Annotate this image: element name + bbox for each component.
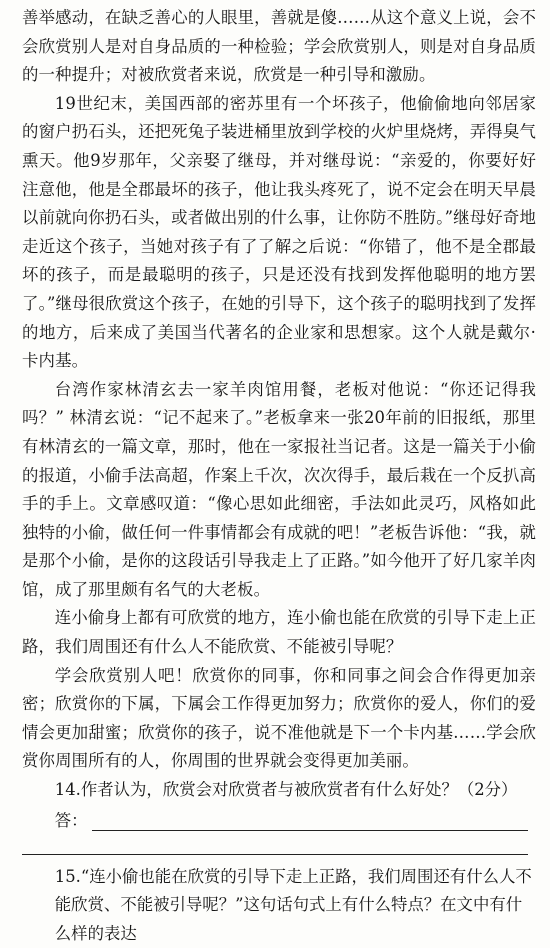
answer-line-2[interactable] <box>22 853 528 855</box>
passage-paragraph-3: 台湾作家林清玄去一家羊肉馆用餐，老板对他说：“你还记得我吗？” 林清玄说：“记不起来了。”老板拿来一张20年前的旧报纸，那里有林清玄的一篇文章，那时，他在一家报社当记者。这是一篇关于小偷的报道，小偷手法高超，作案上千次，次次得手，最后栽在一个反扒高手的手上。文章感叹道：“像心思如此细密，手法如此灵巧，风格如此独特的小偷，做任何一件事情都会有成就的吧！”老板告诉他：“我，就是那个小偷，是你的这段话引导我走上了正路。”如今他开了好几家羊肉馆，成了那里颇有名气的大老板。 <box>22 379 536 599</box>
answer-line[interactable] <box>92 816 528 831</box>
passage-paragraph-2: 19世纪末，美国西部的密苏里有一个坏孩子，他偷偷地向邻居家的窗户扔石头，还把死兔子装进桶里放到学校的火炉里烧烤，弄得臭气熏天。他9岁那年，父亲娶了继母，并对继母说：“亲爱的，你要好好注意他，他是全郡最坏的孩子，他让我头疼死了，说不定会在明天早晨以前就向你扔石头，或者做出别的什么事，让你防不胜防。”继母好奇地走近这个孩子，当她对孩子有了了解之后说：“你错了，他不是全郡最坏的孩子，而是最聪明的孩子，只是还没有找到发挥他聪明的地方罢了。”继母很欣赏这个孩子，在她的引导下，这个孩子的聪明找到了发挥的地方，后来成了美国当代著名的企业家和思想家。这个人就是戴尔·卡内基。 <box>22 93 536 371</box>
answer-label: 答： <box>54 810 88 830</box>
answer-row-14 <box>22 805 536 831</box>
passage-paragraph-1: 善举感动，在缺乏善心的人眼里，善就是傻……从这个意义上说，会不会欣赏别人是对自身品质的一种检验；学会欣赏别人，则是对自身品质的一种提升；对被欣赏者来说，欣赏是一种引导和激励。 <box>22 8 536 85</box>
passage-paragraph-5: 学会欣赏别人吧！欣赏你的同事，你和同事之间会合作得更加亲密；欣赏你的下属，下属会工作得更加努力；欣赏你的爱人，你们的爱情会更加甜蜜；欣赏你的孩子，说不准他就是下一个卡内基……学会欣赏你周围所有的人，你周围的世界就会变得更加美丽。 <box>22 665 536 771</box>
question-15: 15.“连小偷也能在欣赏的引导下走上正路，我们周围还有什么人不能欣赏、不能被引导呢？”这句话句式上有什么特点？在文中有什么样的表达 <box>54 866 532 943</box>
question-14: 14.作者认为，欣赏会对欣赏者与被欣赏者有什么好处？（2分） <box>54 780 518 800</box>
passage-paragraph-4: 连小偷身上都有可欣赏的地方，连小偷也能在欣赏的引导下走上正路，我们周围还有什么人不能欣赏、不能被引导呢？ <box>22 608 536 657</box>
